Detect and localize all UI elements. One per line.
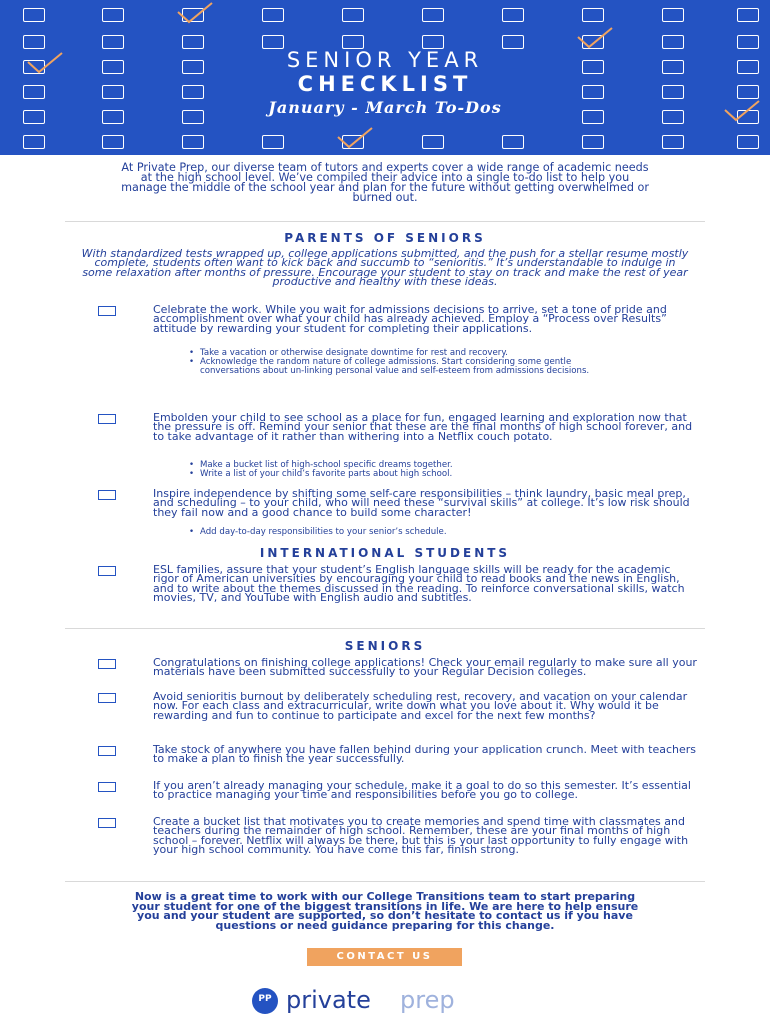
logo-word-private: private (286, 986, 371, 1014)
title-line-1: SENIOR YEAR (286, 48, 484, 72)
checkbox[interactable] (98, 306, 116, 316)
orange-check-icon (175, 0, 215, 26)
orange-check-icon (335, 125, 375, 151)
checkbox[interactable] (98, 782, 116, 792)
bullet-item: • Add day-to-day responsibilities to your senior’s schedule. (188, 528, 608, 536)
decorative-checkbox (102, 8, 124, 22)
section-heading-parents: PARENTS OF SENIORS (284, 231, 486, 245)
checkbox[interactable] (98, 490, 116, 500)
decorative-checkbox (262, 8, 284, 22)
closing-paragraph: Now is a great time to work with our College Transitions team to start preparing your student for one of the biggest transitions in life. We are here to help ensure you and your student are supported, so don’t hesitate to contact us if you have questions or need guidance preparing for this change. (131, 890, 639, 932)
checkbox[interactable] (98, 414, 116, 424)
checkbox[interactable] (98, 659, 116, 669)
divider (65, 221, 705, 222)
decorative-checkbox (502, 8, 524, 22)
decorative-checkbox (737, 135, 759, 149)
checklist-item: Avoid senioritis burnout by deliberately scheduling rest, recovery, and vacation on your calendar now. For each class and extracurricular, write down what you love about it. Why would it be rewarding and fun to continue to participate and excel for the next few months? (153, 690, 688, 722)
decorative-checkbox (737, 35, 759, 49)
decorative-checkbox (342, 35, 364, 49)
header-title-block (0, 48, 770, 118)
contact-us-button[interactable]: CONTACT US (307, 948, 462, 966)
checklist-item: Celebrate the work. While you wait for admissions decisions to arrive, set a tone of pride and accomplishment over what your child has already achieved. Employ a “Process over Results” attitude by rewarding your student for completing their applications. (153, 303, 667, 335)
decorative-checkbox (662, 8, 684, 22)
parents-intro: With standardized tests wrapped up, college applications submitted, and the push for a stellar resume mostly complete, students often want to kick back and succumb to “senioritis.” It’s understandable to indulge in some relaxation after months of pressure. Encourage your student to stay on track and make the rest of year productive and healthy with these ideas. (81, 247, 689, 289)
decorative-checkbox (342, 8, 364, 22)
decorative-checkbox (182, 35, 204, 49)
decorative-checkbox (662, 35, 684, 49)
bullet-item: • Take a vacation or otherwise designate downtime for rest and recovery. (188, 349, 608, 357)
decorative-checkbox (23, 35, 45, 49)
bullet-list (188, 528, 608, 537)
bullet-item: • Make a bucket list of high-school specific dreams together. (188, 461, 608, 469)
decorative-checkbox (737, 8, 759, 22)
decorative-checkbox (102, 135, 124, 149)
checklist-item: Congratulations on finishing college applications! Check your email regularly to make sure all your materials have been submitted successfully to your Regular Decision colleges. (153, 656, 697, 679)
bullet-item: • Acknowledge the random nature of college admissions. Start considering some gentle conversations about un-linking personal value and self-esteem from admissions decisions. (188, 358, 608, 375)
logo-mark: PP (252, 988, 278, 1014)
checklist-item: Create a bucket list that motivates you to create memories and spend time with classmates and teachers during the remainder of high school. Remember, these are your final months of high school – forever. Netflix will always be there, but this is your last opportunity to fully engage with your high school community. You have come this far, finish strong. (153, 815, 689, 857)
decorative-checkbox (422, 8, 444, 22)
checklist-item: If you aren’t already managing your schedule, make it a goal to do so this semester. It’s essential to practice managing your time and responsibilities before you go to college. (153, 779, 691, 802)
divider (65, 881, 705, 882)
checklist-item: Inspire independence by shifting some self-care responsibilities – think laundry, basic meal prep, and scheduling – to your child, who will need these “survival skills” at college. It’s low risk should they fail now and a good chance to build some character! (153, 487, 690, 519)
logo-word-prep: prep (400, 986, 455, 1014)
decorative-checkbox (422, 35, 444, 49)
bullet-item: • Write a list of your child’s favorite parts about high school. (188, 470, 608, 478)
bullet-list (188, 349, 608, 376)
decorative-checkbox (182, 135, 204, 149)
checklist-item: Embolden your child to see school as a place for fun, engaged learning and exploration now that the pressure is off. Remind your senior that these are the final months of high school forever, and to take advantage of it rather than withering into a Netflix couch potato. (153, 411, 693, 443)
decorative-checkbox (262, 35, 284, 49)
decorative-checkbox (502, 35, 524, 49)
section-heading-international: INTERNATIONAL STUDENTS (259, 546, 511, 560)
decorative-checkbox (582, 8, 604, 22)
decorative-checkbox (102, 35, 124, 49)
subtitle: January - March To-Dos (268, 98, 502, 117)
decorative-checkbox (502, 135, 524, 149)
intro-paragraph: At Private Prep, our diverse team of tutors and experts cover a wide range of academic needs at the high school level. We’ve compiled their advice into a single to-do list to help you manage the middle of the school year and plan for the future without getting overwhelmed or burned out. (121, 161, 649, 204)
decorative-checkbox (262, 135, 284, 149)
bullet-list (188, 461, 608, 480)
checkbox[interactable] (98, 693, 116, 703)
title-line-2: CHECKLIST (297, 72, 473, 96)
checklist-item: ESL families, assure that your student’s English language skills will be ready for the academic rigor of American universities by encouraging your child to read books and the news in English, and to write about the themes discussed in the reading. To reinforce conversational skills, watch movies, TV, and YouTube with English audio and subtitles. (153, 563, 685, 605)
checkbox[interactable] (98, 566, 116, 576)
decorative-checkbox (23, 8, 45, 22)
divider (65, 628, 705, 629)
checklist-item: Take stock of anywhere you have fallen behind during your application crunch. Meet with teachers to make a plan to finish the year successfully. (153, 743, 697, 766)
section-heading-seniors: SENIORS (344, 639, 426, 653)
checkbox[interactable] (98, 818, 116, 828)
decorative-checkbox (582, 135, 604, 149)
checkbox[interactable] (98, 746, 116, 756)
decorative-checkbox (23, 135, 45, 149)
decorative-checkbox (422, 135, 444, 149)
decorative-checkbox (662, 135, 684, 149)
header-banner (0, 0, 770, 155)
